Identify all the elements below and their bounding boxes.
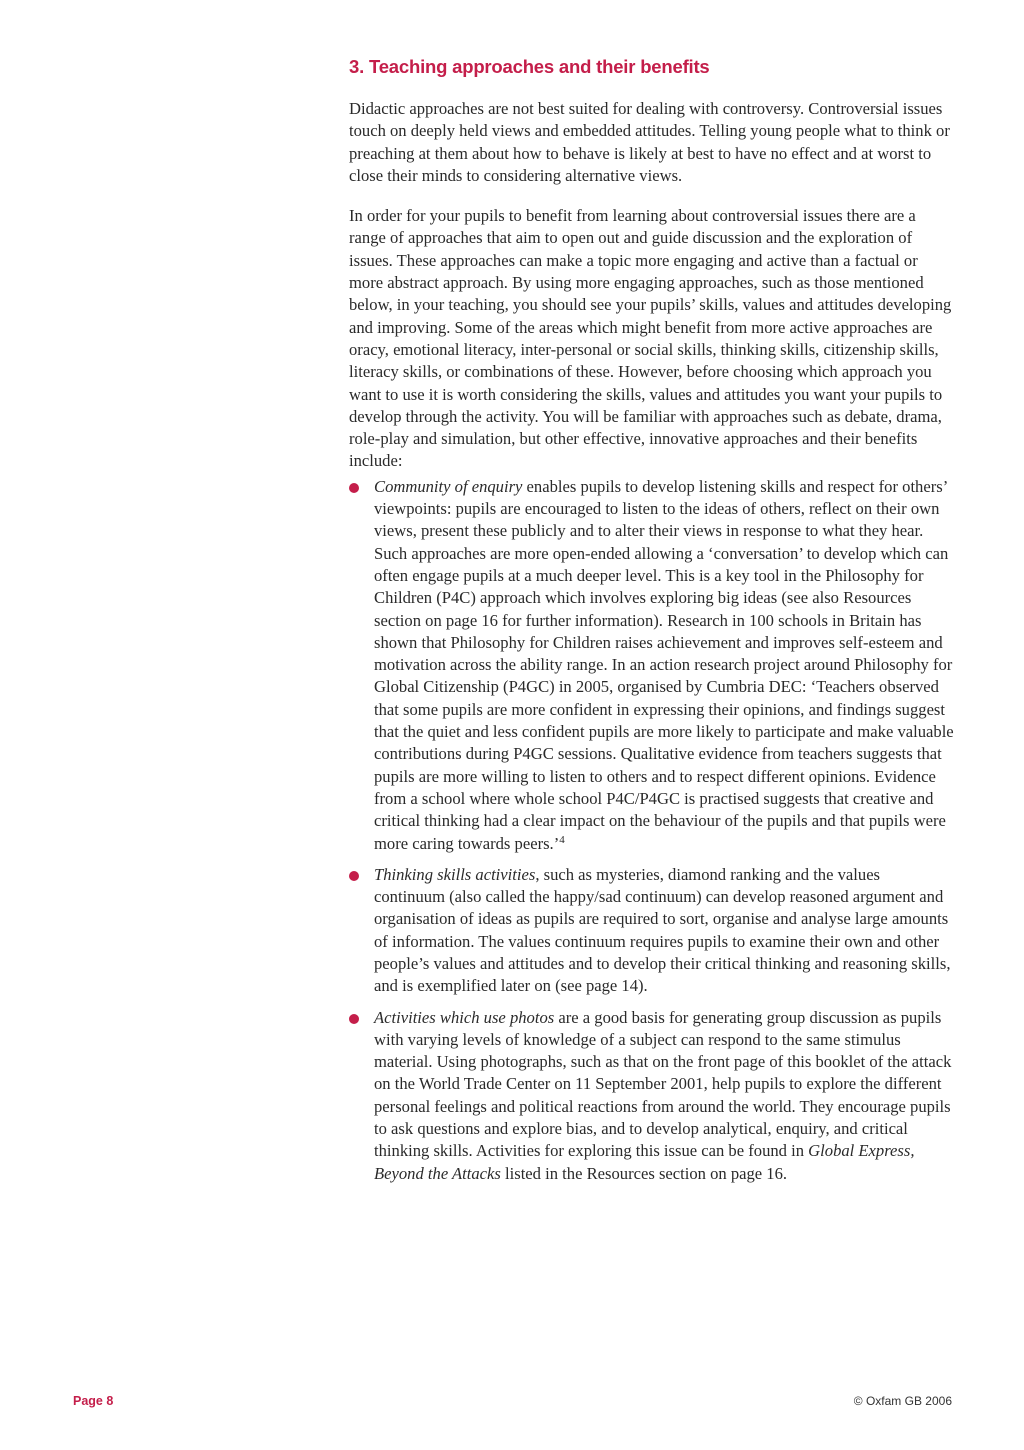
bullet-dot-icon (349, 871, 359, 881)
bullet-text: are a good basis for generating group discussion as pupils with varying levels of knowledge of a subject can respond to the same stimulus material. Using photographs, such as that on the front page of this booklet of the attack on the World Trade Center on 11 September 2001, help pupils to explore the different personal feelings and political reactions from around the world. They encourage pupils to ask questions and explore bias, and to develop analytical, enquiry, and critical thinking skills. Activities for exploring this issue can be found in (374, 1007, 952, 1161)
bullet-term: Community of enquiry (374, 476, 523, 496)
bullet-term: Thinking skills activities (374, 864, 536, 884)
list-item-thinking-skills (349, 864, 955, 998)
section-heading: 3. Teaching approaches and their benefits (349, 56, 710, 77)
footnote-marker: 4 (559, 833, 565, 846)
bullet-dot-icon (349, 1014, 359, 1024)
copyright-notice: © Oxfam GB 2006 (853, 1394, 952, 1408)
bullet-text-tail: listed in the Resources section on page 16. (500, 1163, 788, 1183)
bullet-term: Activities which use photos (374, 1007, 555, 1027)
list-item-community-of-enquiry (349, 476, 955, 855)
bullet-dot-icon (349, 483, 359, 493)
approaches-list (349, 476, 955, 1185)
paragraph-didactic: Didactic approaches are not best suited for dealing with controversy. Controversial issues touch on deeply held views and embedded attitudes. Telling young people what to think or preaching at them about how to behave is likely at best to have no effect and at worst to close their minds to considering alternative views. (349, 99, 950, 185)
resource-title: Global Express, Beyond the Attacks (374, 1141, 915, 1183)
paragraph-approaches: In order for your pupils to benefit from learning about controversial issues there are a range of approaches that aim to open out and guide discussion and the exploration of issues. These approaches can make a topic more engaging and active than a factual or more abstract approach. By using more engaging approaches, such as those mentioned below, in your teaching, you should see your pupils’ skills, values and attitudes developing and improving. Some of the areas which might benefit from more active approaches are oracy, emotional literacy, inter-personal or social skills, thinking skills, citizenship skills, literacy skills, or combinations of these. However, before choosing which approach you want to use it is worth considering the skills, values and attitudes you want your pupils to develop through the activity. You will be familiar with approaches such as debate, drama, role-play and simulation, but other effective, innovative approaches and their benefits include: (349, 206, 952, 471)
bullet-text: , such as mysteries, diamond ranking and the values continuum (also called the happy/sad continuum) can develop reasoned argument and organisation of ideas as pupils are required to sort, organise and analyse large amounts of information. The values continuum requires pupils to examine their own and other people’s values and attitudes and to develop their critical thinking and reasoning skills, and is exemplified later on (see page 14). (374, 864, 951, 996)
bullet-text: enables pupils to develop listening skills and respect for others’ viewpoints: pupils are encouraged to listen to the ideas of others, reflect on their own views, present these publicly and to alter their views in response to what they hear. Such approaches are more open-ended allowing a ‘conversation’ to develop which can often engage pupils at a much deeper level. This is a key tool in the Philosophy for Children (P4C) approach which involves exploring big ideas (see also Resources section on page 16 for further information). Research in 100 schools in Britain has shown that Philosophy for Children raises achievement and improves self-esteem and motivation across the ability range. In an action research project around Philosophy for Global Citizenship (P4GC) in 2005, organised by Cumbria DEC: ‘Teachers observed that some pupils are more confident in expressing their opinions, and findings suggest that the quiet and less confident pupils are more likely to participate and make valuable contributions during P4GC sessions. Qualitative evidence from teachers suggests that pupils are more willing to listen to others and to respect different opinions. Evidence from a school where whole school P4C/P4GC is practised suggests that creative and critical thinking had a clear impact on the behaviour of the pupils and that pupils were more caring towards peers.’ (374, 476, 954, 853)
list-item-photos (349, 1007, 955, 1185)
main-content (349, 56, 955, 1194)
page-number: Page 8 (73, 1394, 114, 1408)
